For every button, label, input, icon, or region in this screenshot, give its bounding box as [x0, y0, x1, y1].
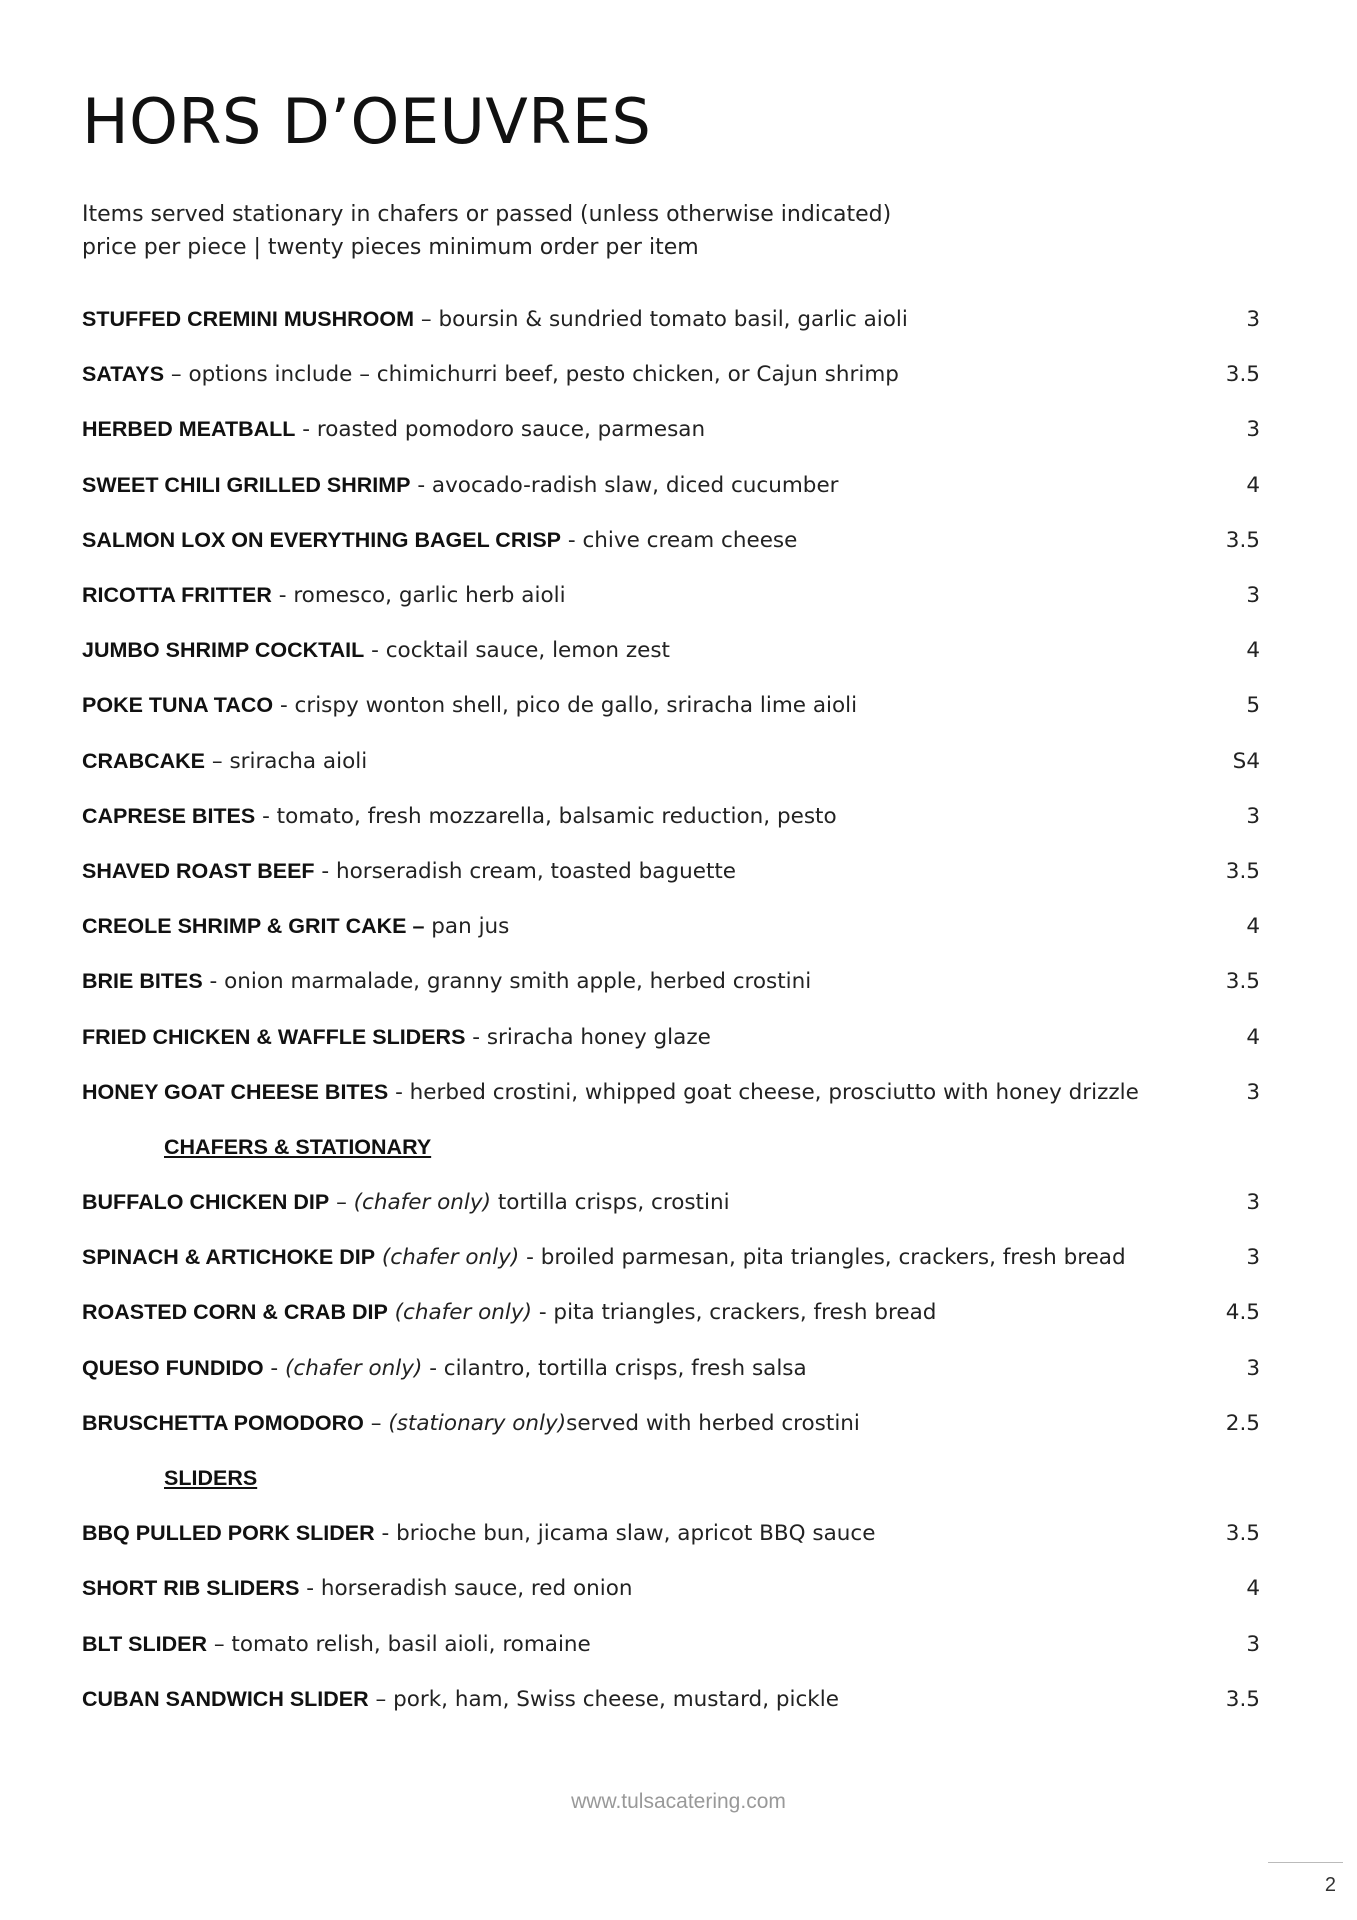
menu-item-name: CRABCAKE: [82, 748, 206, 773]
menu-item-text: [82, 1632, 591, 1657]
menu-item-name: SWEET CHILI GRILLED SHRIMP: [82, 472, 411, 497]
menu-item: [82, 899, 1260, 954]
menu-item-description: - romesco, garlic herb aioli: [271, 583, 566, 609]
section-heading-row: [82, 1120, 1260, 1175]
menu-item-description: - horseradish cream, toasted baguette: [314, 858, 737, 884]
page-title: HORS D’OEUVRES: [82, 85, 652, 158]
menu-item-price: 2.5: [1225, 1410, 1260, 1436]
menu-item-text: [82, 1576, 633, 1601]
menu-item-description: - cocktail sauce, lemon zest: [364, 638, 670, 664]
menu-item-name: QUESO FUNDIDO: [82, 1355, 264, 1380]
menu-item: [82, 844, 1260, 899]
menu-item: [82, 513, 1260, 568]
menu-item-price: 4: [1246, 638, 1260, 664]
menu-item-price: 3.5: [1225, 969, 1260, 995]
menu-item-price: 3: [1246, 417, 1260, 443]
menu-list: [82, 292, 1260, 1727]
menu-item: [82, 1009, 1260, 1064]
menu-item: [82, 292, 1260, 347]
menu-item: [82, 954, 1260, 1009]
menu-item-description: [388, 1300, 395, 1325]
menu-item: [82, 1341, 1260, 1396]
menu-item: [82, 1561, 1260, 1616]
menu-item-description: - crispy wonton shell, pico de gallo, sriracha lime aioli: [273, 693, 858, 719]
menu-item-name: CAPRESE BITES: [82, 803, 256, 828]
menu-item-description: - pita triangles, crackers, fresh bread: [532, 1300, 937, 1326]
menu-item-text: [82, 969, 811, 994]
footer-website: www.tulsacatering.com: [571, 1790, 786, 1813]
menu-item-service-note: (chafer only): [394, 1300, 532, 1326]
menu-item-description: –: [363, 1410, 389, 1436]
menu-item: [82, 1396, 1260, 1451]
section-heading: CHAFERS & STATIONARY: [164, 1134, 432, 1159]
intro-text: [82, 198, 891, 264]
menu-item-service-note: (chafer only): [285, 1355, 423, 1381]
menu-item-name: CREOLE SHRIMP & GRIT CAKE –: [82, 914, 425, 939]
menu-item-price: 4.5: [1225, 1300, 1260, 1326]
menu-item-name: BBQ PULLED PORK SLIDER: [82, 1521, 375, 1546]
menu-item-text: [82, 1521, 875, 1546]
menu-item-description: – pork, ham, Swiss cheese, mustard, pickle: [368, 1686, 839, 1712]
menu-item: [82, 402, 1260, 457]
menu-item-price: S4: [1232, 748, 1260, 774]
menu-item-description: – tomato relish, basil aioli, romaine: [207, 1631, 591, 1657]
menu-item-service-note: (stationary only): [388, 1410, 567, 1436]
page-number: 2: [1324, 1874, 1336, 1896]
intro-line-serving: Items served stationary in chafers or passed (unless otherwise indicated): [82, 202, 892, 227]
menu-item-description: - onion marmalade, granny smith apple, herbed crostini: [202, 969, 812, 995]
menu-item-name: BRIE BITES: [82, 969, 203, 994]
menu-item: [82, 568, 1260, 623]
menu-item-text: [82, 528, 797, 553]
menu-item: [82, 1506, 1260, 1561]
menu-item-text: [82, 1025, 711, 1050]
menu-item: [82, 1617, 1260, 1672]
menu-item-text: [82, 1300, 936, 1325]
menu-item-description: - tomato, fresh mozzarella, balsamic reduction, pesto: [255, 803, 837, 829]
menu-item-description: - broiled parmesan, pita triangles, crackers, fresh bread: [519, 1245, 1126, 1271]
menu-item-price: 3.5: [1225, 1686, 1260, 1712]
menu-item-text: [82, 1245, 1126, 1270]
menu-item-text: [82, 693, 857, 718]
menu-item: [82, 458, 1260, 513]
menu-item-description: pan jus: [424, 914, 510, 940]
menu-item-text: [82, 1080, 1139, 1105]
menu-item-description: - roasted pomodoro sauce, parmesan: [295, 417, 706, 443]
menu-item-price: 4: [1246, 1024, 1260, 1050]
menu-item-description: - brioche bun, jicama slaw, apricot BBQ sauce: [374, 1521, 876, 1547]
menu-item-price: 3.5: [1225, 362, 1260, 388]
menu-item-name: BUFFALO CHICKEN DIP: [82, 1190, 330, 1215]
menu-item-price: 4: [1246, 472, 1260, 498]
menu-item-name: SALMON LOX ON EVERYTHING BAGEL CRISP: [82, 527, 562, 552]
section-heading-row: [82, 1451, 1260, 1506]
menu-item-price: 3.5: [1225, 858, 1260, 884]
menu-item-text: [82, 362, 899, 387]
menu-item: [82, 678, 1260, 733]
menu-item-name: FRIED CHICKEN & WAFFLE SLIDERS: [82, 1024, 466, 1049]
intro-line-pricing: price per piece | twenty pieces minimum order per item: [82, 235, 699, 260]
menu-item-description: [375, 1245, 382, 1270]
menu-item-description: - horseradish sauce, red onion: [299, 1576, 633, 1602]
menu-item-name: STUFFED CREMINI MUSHROOM: [82, 307, 415, 332]
menu-item-name: JUMBO SHRIMP COCKTAIL: [82, 638, 365, 663]
menu-item-name: POKE TUNA TACO: [82, 693, 274, 718]
menu-item-price: 3: [1246, 1190, 1260, 1216]
menu-item: [82, 1285, 1260, 1340]
menu-item-name: BRUSCHETTA POMODORO: [82, 1410, 364, 1435]
menu-item-description: – sriracha aioli: [205, 748, 368, 774]
menu-item: [82, 1065, 1260, 1120]
menu-item-text: [82, 1411, 860, 1436]
menu-item-description: - sriracha honey glaze: [465, 1024, 711, 1050]
footer-divider: [1268, 1862, 1343, 1863]
menu-item-price: 3: [1246, 307, 1260, 333]
menu-item-description: – boursin & sundried tomato basil, garlic aioli: [414, 307, 908, 333]
menu-item-name: SHAVED ROAST BEEF: [82, 858, 315, 883]
menu-item-name: BLT SLIDER: [82, 1631, 208, 1656]
menu-item: [82, 623, 1260, 678]
menu-item-price: 3: [1246, 1079, 1260, 1105]
menu-item-description: tortilla crisps, crostini: [491, 1190, 730, 1216]
menu-item-price: 4: [1246, 914, 1260, 940]
menu-item-price: 3: [1246, 1245, 1260, 1271]
menu-item-name: ROASTED CORN & CRAB DIP: [82, 1300, 388, 1325]
menu-item-name: SATAYS: [82, 362, 165, 387]
menu-item: [82, 1230, 1260, 1285]
menu-item-text: [82, 1190, 730, 1215]
menu-item-name: SHORT RIB SLIDERS: [82, 1576, 300, 1601]
menu-item-text: [82, 307, 908, 332]
menu-item-name: CUBAN SANDWICH SLIDER: [82, 1686, 369, 1711]
menu-item-name: HERBED MEATBALL: [82, 417, 296, 442]
menu-item-price: 3: [1246, 583, 1260, 609]
menu-item-name: HONEY GOAT CHEESE BITES: [82, 1079, 389, 1104]
menu-item-description: –: [329, 1190, 354, 1216]
menu-item-text: [82, 473, 839, 498]
section-heading: SLIDERS: [164, 1466, 258, 1491]
menu-item-name: RICOTTA FRITTER: [82, 583, 272, 608]
menu-item: [82, 789, 1260, 844]
menu-item-service-note: (chafer only): [381, 1245, 520, 1271]
menu-item: [82, 347, 1260, 402]
menu-item-description: - cilantro, tortilla crisps, fresh salsa: [422, 1355, 807, 1381]
menu-item-price: 3: [1246, 1355, 1260, 1381]
menu-item: [82, 734, 1260, 789]
menu-item-service-note: (chafer only): [353, 1190, 492, 1216]
menu-item-text: [82, 1356, 807, 1381]
menu-item-description: – options include – chimichurri beef, pesto chicken, or Cajun shrimp: [164, 362, 899, 388]
menu-item-price: 4: [1246, 1576, 1260, 1602]
menu-item-text: [82, 749, 367, 774]
menu-item-text: [82, 1687, 839, 1712]
menu-item-description: - herbed crostini, whipped goat cheese, prosciutto with honey drizzle: [388, 1079, 1139, 1105]
menu-item-description: served with herbed crostini: [566, 1410, 860, 1436]
menu-item-text: [82, 914, 509, 939]
menu-item-price: 3.5: [1225, 1521, 1260, 1547]
menu-item: [82, 1672, 1260, 1727]
menu-item-price: 3: [1246, 803, 1260, 829]
menu-item: [82, 1175, 1260, 1230]
menu-item-text: [82, 859, 736, 884]
menu-item-text: [82, 417, 705, 442]
menu-item-description: -: [263, 1355, 286, 1381]
menu-item-description: - avocado-radish slaw, diced cucumber: [410, 472, 839, 498]
menu-item-text: [82, 638, 670, 663]
menu-item-price: 3: [1246, 1631, 1260, 1657]
menu-item-text: [82, 804, 837, 829]
menu-item-price: 3.5: [1225, 527, 1260, 553]
menu-item-text: [82, 583, 566, 608]
menu-item-price: 5: [1246, 693, 1260, 719]
menu-item-description: - chive cream cheese: [561, 527, 798, 553]
menu-item-name: SPINACH & ARTICHOKE DIP: [82, 1245, 376, 1270]
